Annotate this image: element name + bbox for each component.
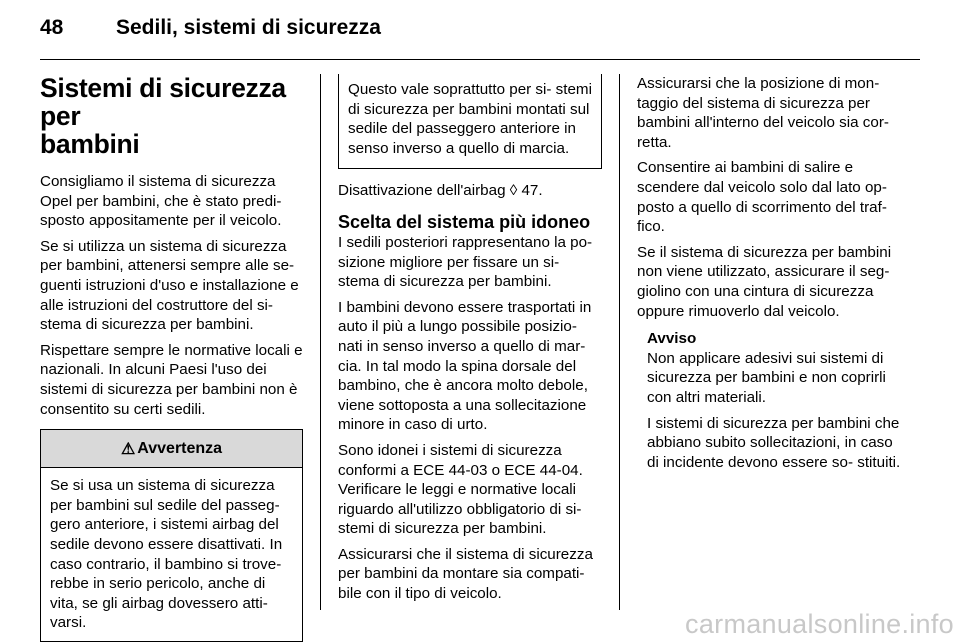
warning-box-continued [338,74,602,169]
paragraph-secure-seat: Se il sistema di sicurezza per bambini non viene utilizzato, assicurare il seg- giolino con una cintura di sicurezza oppure rimuoverlo dal veicolo. [637,243,892,320]
warning-box [40,429,303,642]
subsection-title: Scelta del sistema più idoneo [338,211,591,232]
column-2 [338,74,602,610]
paragraph-compatibility: Assicurarsi che il sistema di sicurezza per bambini da montare sia compati- bile con il tipo di veicolo. [338,545,593,603]
warning-body [41,468,302,641]
airbag-reference-page: 47. [517,182,543,200]
paragraph-instructions: Se si utilizza un sistema di sicurezza per bambini, attenersi sempre alle se- guenti istruzioni d'uso e installazione e alle istruzioni del costruttore del si- stema di sicurezza per bambini. [40,237,299,334]
column-3 [637,74,901,478]
notice-stickers: Non applicare adesivi sui sistemi di sicurezza per bambini e non coprirli con altri materiali. [647,349,886,406]
paragraph-recommendation: Consigliamo il sistema di sicurezza Opel per bambini, che è stato predi- sposto appositamente per il veicolo. [40,173,282,230]
page-number: 48 [40,16,64,39]
paragraph-mounting-position: Assicurarsi che la posizione di mon- taggio del sistema di sicurezza per bambini all'interno del veicolo sia cor- retta. [637,75,889,151]
airbag-reference-text: Disattivazione dell'airbag [338,182,510,200]
notice-block [637,329,901,472]
paragraph-rear-facing: I bambini devono essere trasportati in auto il più a lungo possibile posizio- nati in senso inverso a quello di mar- cia. In tal modo la spina dorsale del bambino, che è ancora molto debole, viene sottoposta a una sollecitazione minore in caso di urto. [338,298,592,434]
paragraph-exit-side: Consentire ai bambini di salire e scendere dal veicolo solo dal lato op- posto a quello di scorrimento del traf- fico. [637,159,887,236]
page-header [40,16,920,60]
running-title: Sedili, sistemi di sicurezza [116,16,381,39]
notice-title: Avviso [647,330,697,348]
paragraph-regulations: Rispettare sempre le normative locali e nazionali. In alcuni Paesi l'uso dei sistemi di sicurezza per bambini non è consentito su certi sedili. [40,341,303,418]
column-divider-1 [320,74,321,610]
paragraph-ece-standards: Sono idonei i sistemi di sicurezza conformi a ECE 44-03 o ECE 44-04. Verificare le leggi e normative locali riguardo all'utilizzo obbligatorio di si- stemi di sicurezza per bambini. [338,441,583,538]
warning-triangle-icon: ⚠ [120,440,136,458]
column-1 [40,74,303,642]
airbag-reference [338,181,602,201]
warning-continued-text: Questo vale soprattutto per si- stemi di sicurezza per bambini montati sul sedile del passeggero anteriore in senso inverso a quello di marcia. [348,81,592,157]
paragraph-rear-seats: I sedili posteriori rappresentano la po- sizione migliore per fissare un si- stema di sicurezza per bambini. [338,233,593,291]
warning-header [41,430,302,468]
warning-title: Avvertenza [137,439,223,457]
section-title [40,74,303,158]
watermark: carmanualsonline.info [685,609,954,639]
section-title-line-1: Sistemi di sicurezza per [40,73,286,131]
section-title-line-2: bambini [40,129,140,159]
column-divider-2 [619,74,620,610]
warning-text: Se si usa un sistema di sicurezza per bambini sul sedile del passeg- gero anteriore, i sistemi airbag del sedile devono essere disattivati. In caso contrario, il bambino si trove- rebbe in serio pericolo, anche di vita, se gli airbag dovessero atti- varsi. [50,477,283,632]
page-reference-icon: ◊ [509,182,518,200]
notice-replace: I sistemi di sicurezza per bambini che abbiano subito sollecitazioni, in caso di incidente devono essere so- stituiti. [647,414,901,471]
